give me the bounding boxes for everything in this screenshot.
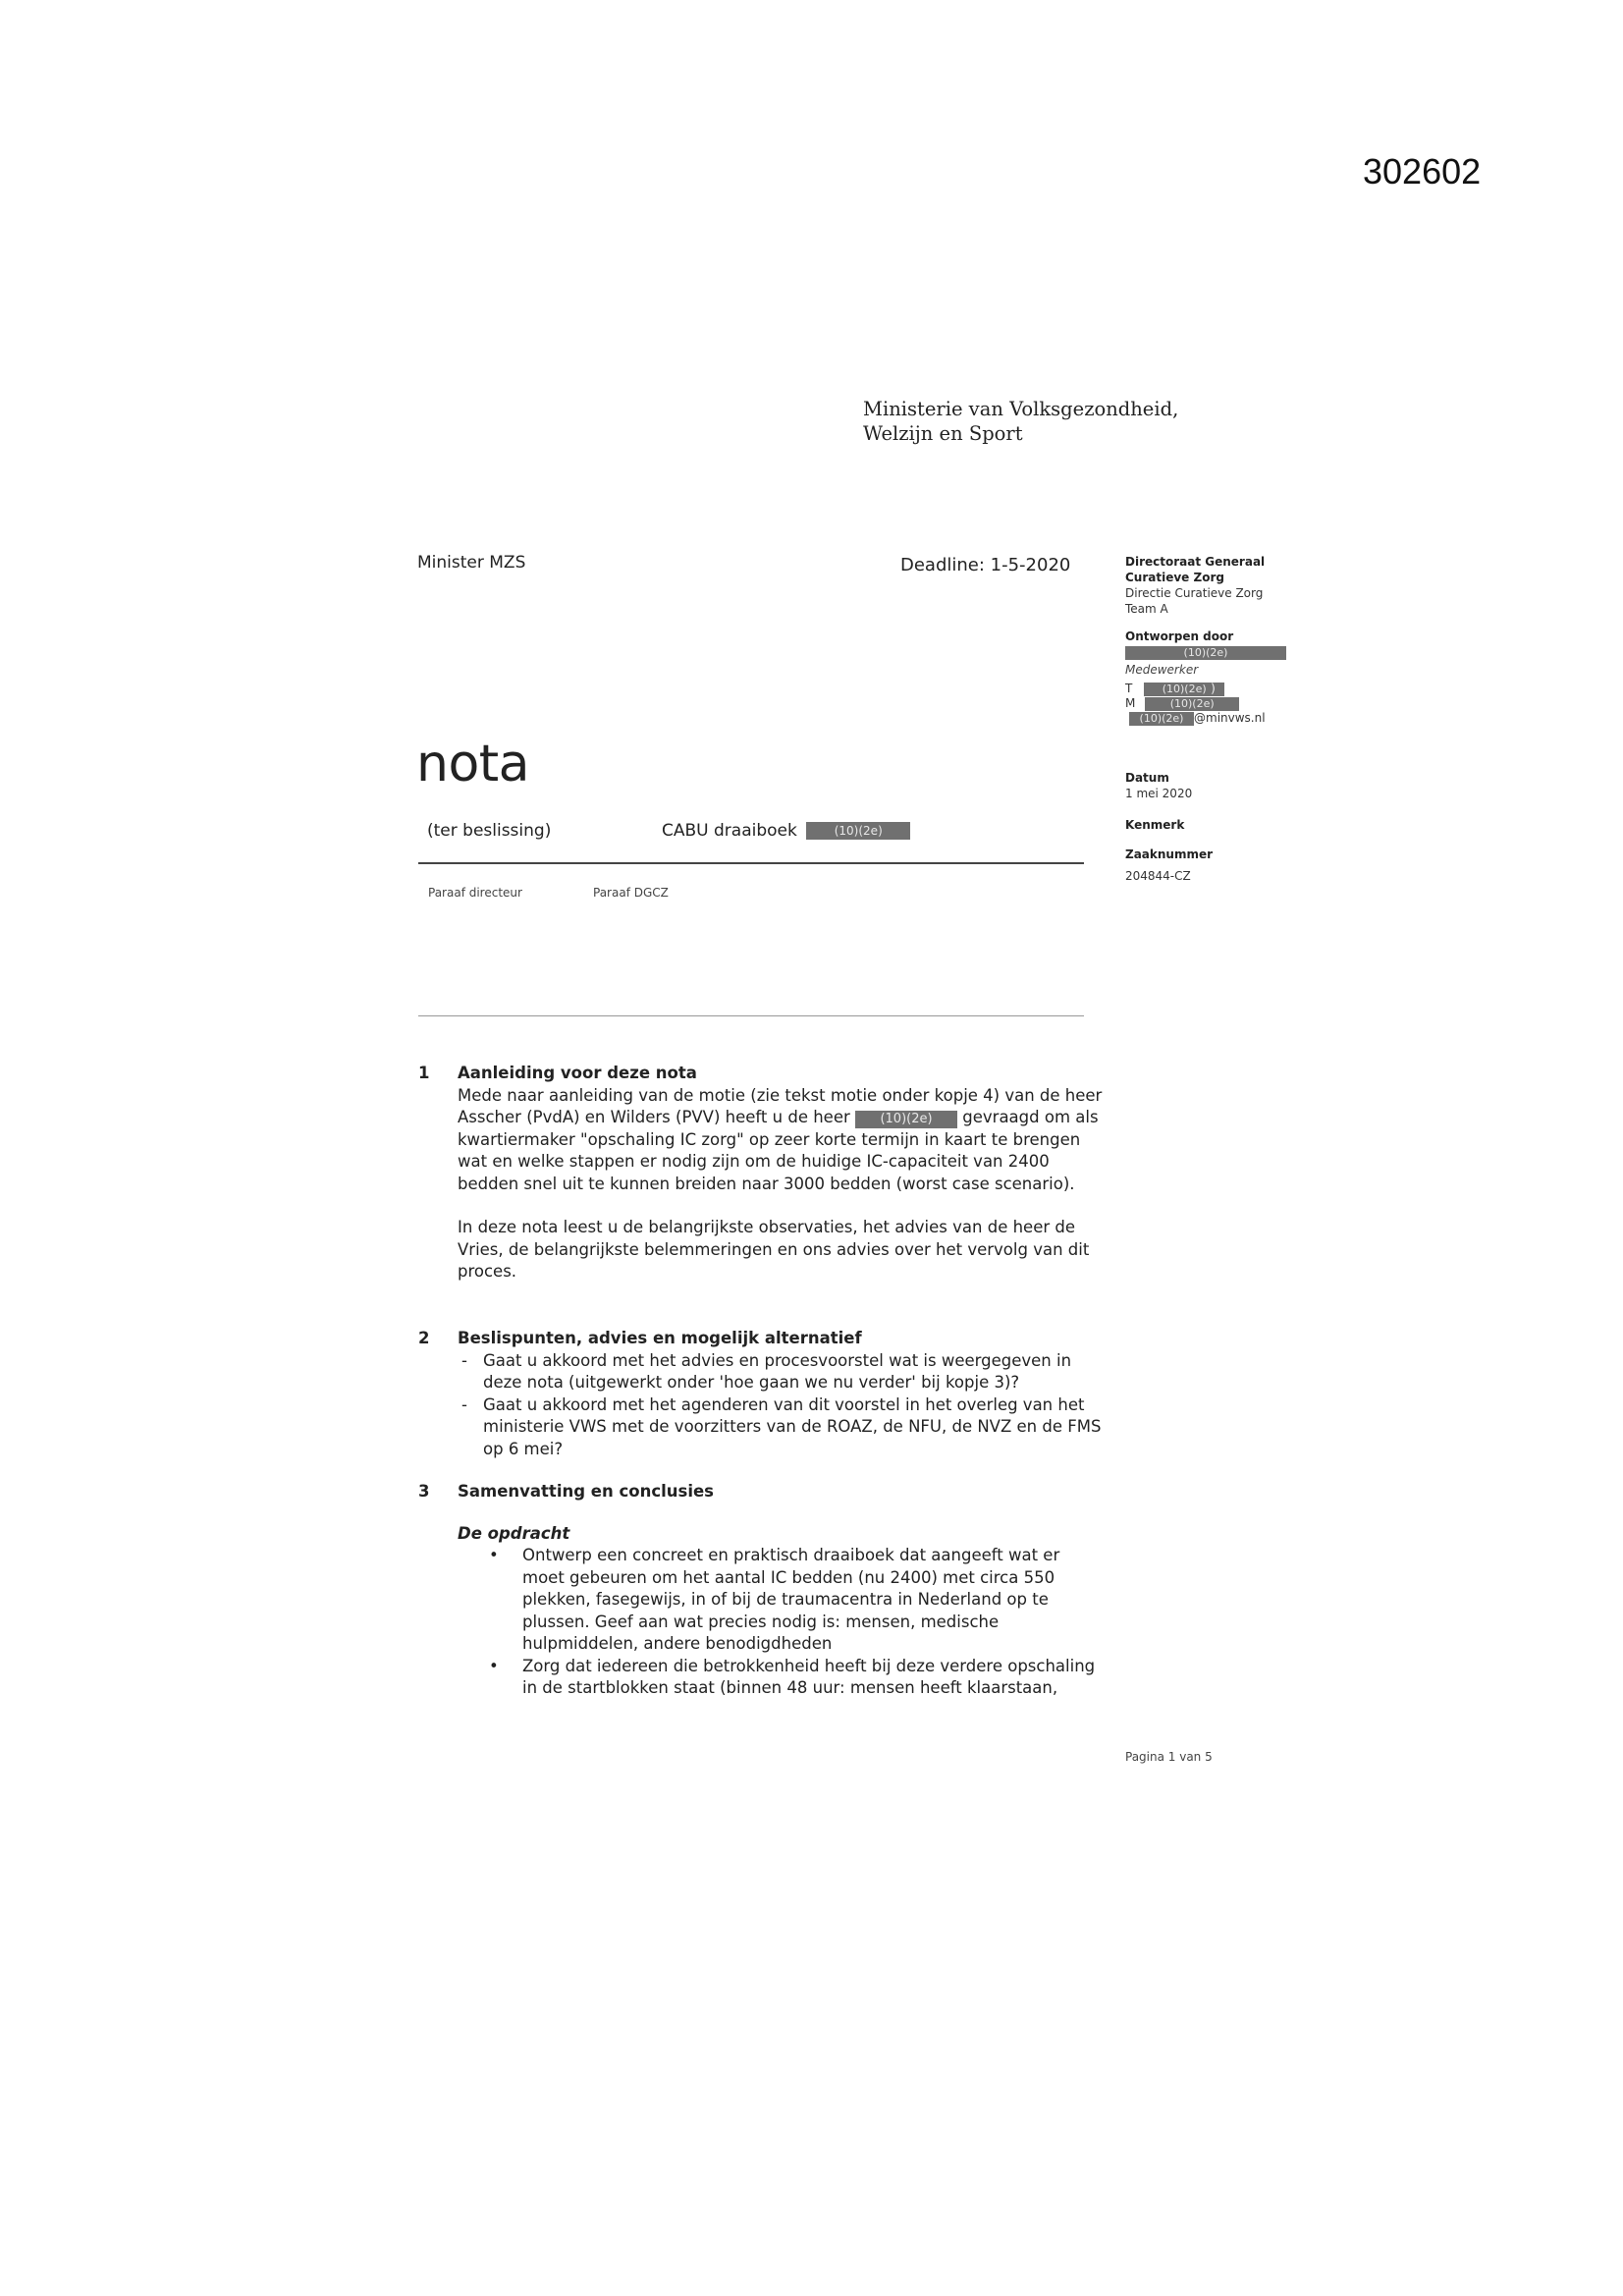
section-1-text-a: Mede naar aanleiding van de motie (zie tekst motie onder kopje 4) van de heer Asscher (PvdA) en Wilders (PVV) heeft u de heer — [458, 1085, 1103, 1126]
mobile-label: M — [1125, 696, 1136, 710]
ministry-line-2: Welzijn en Sport — [863, 422, 1023, 445]
sidebar-author — [1125, 629, 1322, 726]
section-3 — [418, 1481, 1106, 1700]
section-2-number: 2 — [418, 1329, 430, 1347]
reference-label: Kenmerk — [1125, 818, 1185, 832]
section-2 — [418, 1328, 1106, 1460]
author-redaction: (10)(2e) — [1125, 646, 1286, 660]
ministry-logo-text — [863, 397, 1178, 446]
deadline: Deadline: 1-5-2020 — [900, 555, 1071, 575]
phone-suffix: ) — [1211, 682, 1216, 695]
assignment-item-2: • Zorg dat iedereen die betrokkenheid heeft bij deze verdere opschaling in de startblokken staat (binnen 48 uur: mensen heeft klaarstaan, — [458, 1656, 1106, 1700]
decision-item-1: - Gaat u akkoord met het advies en procesvoorstel wat is weergegeven in deze nota (uitgewerkt onder 'hoe gaan we nu verder' bij kopje 3)? — [458, 1350, 1106, 1394]
document-number: 302602 — [1363, 151, 1482, 191]
section-1-title: Aanleiding voor deze nota — [458, 1064, 697, 1082]
document-type: (ter beslissing) — [427, 821, 552, 841]
section-1-number: 1 — [418, 1064, 430, 1082]
header-divider — [418, 862, 1084, 864]
section-1-paragraph-1 — [458, 1085, 1106, 1196]
page-number: Pagina 1 van 5 — [1125, 1750, 1213, 1764]
ministry-line-1: Ministerie van Volksgezondheid, — [863, 398, 1179, 420]
paraaf-directeur-label: Paraaf directeur — [428, 886, 522, 900]
section-1 — [418, 1063, 1106, 1284]
section-1-paragraph-2: In deze nota leest u de belangrijkste observaties, het advies van de heer de Vries, de belangrijkste belemmeringen en ons advies over het vervolg van dit proces. — [458, 1218, 1090, 1281]
org-line-2: Curatieve Zorg — [1125, 571, 1224, 584]
designed-by-label: Ontworpen door — [1125, 629, 1234, 643]
org-line-1: Directoraat Generaal — [1125, 555, 1266, 569]
date-value: 1 mei 2020 — [1125, 787, 1193, 800]
section-3-subhead: De opdracht — [458, 1523, 570, 1543]
case-label: Zaaknummer — [1125, 847, 1214, 861]
assignment-item-1: • Ontwerp een concreet en praktisch draaiboek dat aangeeft wat er moet gebeuren om het aantal IC bedden (nu 2400) met circa 550 plekken, fasegewijs, in of bij de traumacentra in Nederland op te plussen. Geef aan wat precies nodig is: mensen, medische hulpmiddelen, andere benodigdheden — [458, 1545, 1106, 1656]
document-subject — [662, 821, 910, 841]
phone-redaction: (10)(2e) — [1144, 683, 1224, 696]
paraaf-dgcz-label: Paraaf DGCZ — [593, 886, 669, 900]
sidebar-case — [1125, 847, 1322, 884]
sidebar-organization — [1125, 554, 1322, 617]
sidebar-reference — [1125, 817, 1322, 833]
author-role: Medewerker — [1125, 663, 1199, 677]
email-redaction: (10)(2e) — [1129, 712, 1194, 726]
section-2-title: Beslispunten, advies en mogelijk alternatief — [458, 1329, 862, 1347]
section-1-text-b: gevraagd om als kwartiermaker "opschaling IC zorg" op zeer korte termijn in kaart te brengen wat en welke stappen er nodig zijn om de huidige IC-capaciteit van 2400 bedden snel uit te kunnen breiden naar 3000 bedden (worst case scenario). — [458, 1108, 1099, 1193]
subject-label: CABU draaiboek — [662, 821, 797, 841]
email-domain: @minvws.nl — [1194, 711, 1266, 725]
section-3-title: Samenvatting en conclusies — [458, 1482, 714, 1501]
section-3-number: 3 — [418, 1482, 430, 1501]
sidebar-date — [1125, 770, 1322, 801]
section-1-redaction: (10)(2e) — [855, 1111, 957, 1128]
assignment-list — [458, 1545, 1106, 1700]
decision-list — [458, 1350, 1106, 1461]
org-line-3: Directie Curatieve Zorg — [1125, 586, 1264, 600]
case-value: 204844-CZ — [1125, 869, 1191, 883]
page-title: nota — [416, 735, 530, 793]
date-label: Datum — [1125, 771, 1169, 785]
mobile-redaction: (10)(2e) — [1145, 697, 1239, 711]
decision-item-2: - Gaat u akkoord met het agenderen van dit voorstel in het overleg van het ministerie VWS met de voorzitters van de ROAZ, de NFU, de NVZ en de FMS op 6 mei? — [458, 1394, 1106, 1461]
org-line-4: Team A — [1125, 602, 1168, 616]
subject-redaction: (10)(2e) — [806, 822, 910, 840]
recipient: Minister MZS — [417, 553, 526, 573]
phone-label: T — [1125, 682, 1133, 695]
signature-divider — [418, 1015, 1084, 1016]
